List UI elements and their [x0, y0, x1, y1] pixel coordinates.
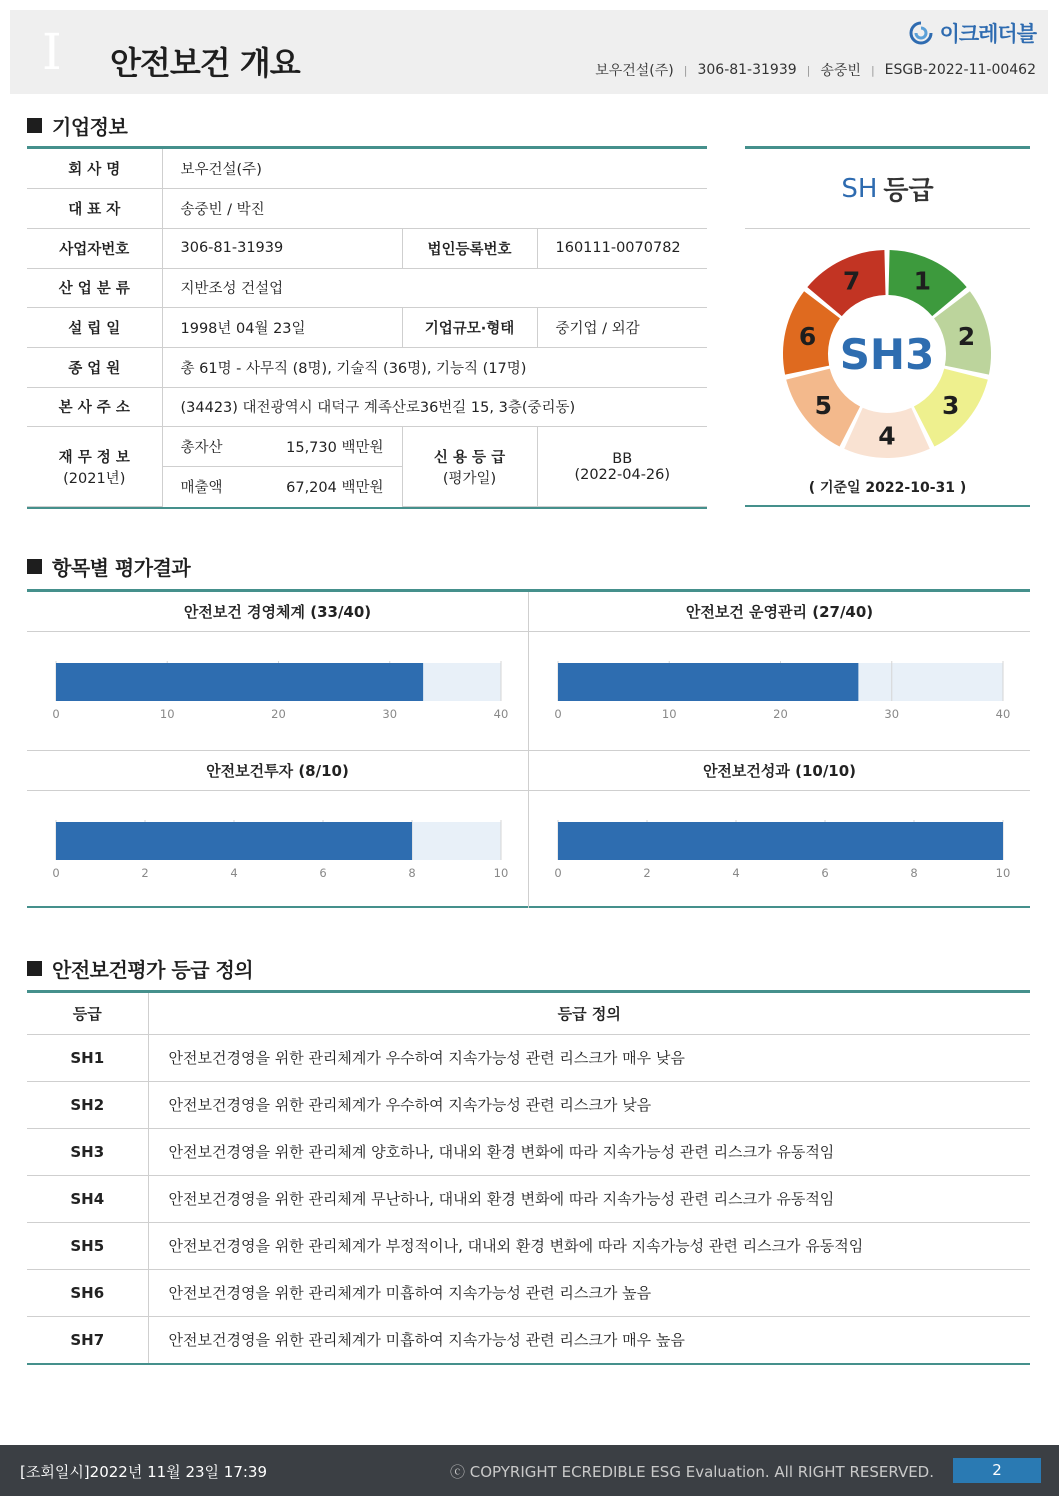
eval-section-title-text: 항목별 평가결과: [52, 556, 191, 580]
definition-cell: 안전보건경영을 위한 관리체계가 우수하여 지속가능성 관련 리스크가 낮음: [148, 1081, 1030, 1128]
bar: [56, 822, 412, 860]
donut-label: 4: [878, 421, 896, 451]
sales-value: 67,204 백만원: [286, 480, 384, 497]
table-row: [27, 1175, 1030, 1222]
page-title: 안전보건 개요: [110, 44, 300, 82]
table-row: [27, 347, 707, 387]
credit-sub: (평가일): [442, 470, 497, 487]
size-label: 기업규모·형태: [402, 308, 537, 348]
chart-panel-operation: [529, 592, 1030, 750]
table-row: [27, 387, 707, 427]
chart-title: 안전보건성과 (10/10): [529, 751, 1030, 791]
bar: [56, 663, 423, 701]
sh-grade-panel: [745, 146, 1030, 507]
name-label: 회 사 명: [27, 149, 162, 189]
tick-label: 6: [319, 866, 327, 880]
donut-label: 7: [842, 266, 861, 296]
definition-cell: 안전보건경영을 위한 관리체계 무난하나, 대내외 환경 변화에 따라 지속가능성 관련 리스크가 유동적임: [148, 1175, 1030, 1222]
col-grade-header: 등급: [27, 993, 148, 1034]
copyright: ⓒ COPYRIGHT ECREDIBLE ESG Evaluation. All RIGHT RESERVED.: [450, 1463, 934, 1481]
tick-label: 30: [884, 707, 900, 721]
grade-cell: SH5: [27, 1222, 148, 1269]
tick-label: 8: [910, 866, 918, 880]
name-value: 보우건설(주): [162, 149, 707, 189]
table-row: [27, 1316, 1030, 1363]
sh-base-date: ( 기준일 2022-10-31 ): [808, 480, 967, 496]
bar: [558, 822, 1003, 860]
page-number: 2: [953, 1458, 1041, 1483]
tick-label: 30: [382, 707, 398, 721]
square-bullet-icon: [27, 559, 42, 574]
meta-separator: |: [870, 63, 875, 77]
grade-definition-table: [27, 990, 1030, 1365]
finance-label-cell: [27, 427, 162, 506]
table-row: [27, 189, 707, 229]
meta-report-id: ESGB-2022-11-00462: [884, 62, 1036, 78]
table-row: [27, 427, 707, 467]
credit-value-cell: [537, 427, 707, 506]
donut-label: 5: [814, 390, 832, 420]
company-section-title-text: 기업정보: [52, 115, 128, 139]
meta-separator: |: [683, 63, 688, 77]
corpno-label: 법인등록번호: [402, 228, 537, 268]
sh-grade-title: [745, 149, 1030, 229]
table-row: [27, 1128, 1030, 1175]
tick-label: 6: [821, 866, 829, 880]
definition-cell: 안전보건경영을 위한 관리체계가 미흡하여 지속가능성 관련 리스크가 매우 높음: [168, 1331, 685, 1350]
defs-section-title: [27, 954, 253, 983]
bizno-value: 306-81-31939: [162, 228, 402, 268]
logo-text: 이크레더블: [939, 22, 1036, 46]
bar-chart: [27, 632, 528, 750]
assets-value: 15,730 백만원: [286, 440, 384, 457]
eval-results: [27, 589, 1030, 908]
table-row: [27, 1081, 1030, 1128]
sh-grade-title-suffix: 등급: [883, 176, 934, 206]
query-timestamp: [조회일시]2022년 11월 23일 17:39: [20, 1463, 268, 1481]
grade-cell: SH4: [27, 1175, 148, 1222]
tick-label: 4: [230, 866, 238, 880]
tick-label: 2: [643, 866, 651, 880]
tick-label: 0: [52, 866, 60, 880]
table-row: [27, 1222, 1030, 1269]
meta-ceo: 송중빈: [820, 63, 861, 79]
meta-bizno: 306-81-31939: [697, 62, 797, 78]
sales-cell: [162, 467, 402, 507]
tick-label: 10: [995, 866, 1011, 880]
sh-grade-title-prefix: SH: [841, 173, 878, 204]
ceo-label: 대 표 자: [27, 189, 162, 229]
credit-label-cell: [402, 427, 537, 506]
table-row: [27, 268, 707, 308]
tick-label: 20: [271, 707, 286, 721]
employees-value: 총 61명 - 사무직 (8명), 기술직 (36명), 기능직 (17명): [162, 347, 707, 387]
address-value: (34423) 대전광역시 대덕구 계족산로36번길 15, 3층(중리동): [162, 387, 707, 427]
square-bullet-icon: [27, 961, 42, 976]
eval-section-title: [27, 552, 190, 581]
assets-cell: [162, 427, 402, 467]
col-def-header: 등급 정의: [148, 993, 1030, 1034]
finance-year: (2021년): [63, 470, 126, 487]
founded-label: 설 립 일: [27, 308, 162, 348]
bar-chart: [27, 791, 528, 909]
corpno-value: 160111-0070782: [537, 228, 707, 268]
bar-chart: [529, 791, 1030, 909]
table-row: [27, 1034, 1030, 1081]
tick-label: 10: [661, 707, 677, 721]
ceo-value: 송중빈 / 박진: [162, 189, 707, 229]
section-roman-numeral: I: [42, 23, 62, 81]
tick-label: 20: [773, 707, 788, 721]
size-value: 중기업 / 외감: [537, 308, 707, 348]
bar: [558, 663, 858, 701]
report-meta: [595, 60, 1036, 80]
donut-label: 1: [913, 266, 932, 296]
table-row: [27, 1269, 1030, 1316]
chart-title: 안전보건 운영관리 (27/40): [529, 592, 1030, 632]
tick-label: 8: [408, 866, 416, 880]
current-grade: SH3: [839, 330, 935, 379]
definition-cell: 안전보건경영을 위한 관리체계 양호하나, 대내외 환경 변화에 따라 지속가능성 관련 리스크가 유동적임: [148, 1128, 1030, 1175]
table-row: [27, 308, 707, 348]
grade-cell: SH1: [27, 1034, 148, 1081]
tick-label: 0: [554, 707, 562, 721]
donut-label: 2: [957, 321, 976, 351]
definition-cell: 안전보건경영을 위한 관리체계가 미흡하여 지속가능성 관련 리스크가 높음: [148, 1269, 1030, 1316]
chart-panel-investment: [27, 751, 528, 909]
definition-cell: 안전보건경영을 위한 관리체계가 우수하여 지속가능성 관련 리스크가 매우 낮음: [148, 1034, 1030, 1081]
chart-title: 안전보건투자 (8/10): [27, 751, 528, 791]
chart-panel-performance: [529, 751, 1030, 909]
meta-separator: |: [806, 63, 811, 77]
company-section-title: [27, 111, 127, 140]
defs-section-title-text: 안전보건평가 등급 정의: [52, 958, 254, 982]
square-bullet-icon: [27, 118, 42, 133]
industry-value: 지반조성 건설업: [162, 268, 707, 308]
grade-cell: SH7: [27, 1316, 148, 1363]
grade-cell: SH6: [27, 1269, 148, 1316]
page-footer: [0, 1445, 1059, 1496]
company-logo: [908, 18, 1036, 48]
industry-label: 산 업 분 류: [27, 268, 162, 308]
company-info-table: [27, 146, 707, 509]
table-header-row: [27, 993, 1030, 1034]
tick-label: 40: [493, 707, 509, 721]
grade-cell: SH2: [27, 1081, 148, 1128]
address-label: 본 사 주 소: [27, 387, 162, 427]
tick-label: 40: [995, 707, 1011, 721]
logo-icon: [908, 20, 934, 46]
tick-label: 10: [493, 866, 509, 880]
employees-label: 종 업 원: [27, 347, 162, 387]
finance-label: 재 무 정 보: [58, 449, 130, 466]
page-header: [10, 10, 1048, 94]
chart-panel-management: [27, 592, 528, 750]
sh-grade-donut: [745, 244, 1030, 464]
donut-label: 3: [942, 390, 960, 420]
grade-cell: SH3: [27, 1128, 148, 1175]
definition-cell: 안전보건경영을 위한 관리체계가 부정적이나, 대내외 환경 변화에 따라 지속가능성 관련 리스크가 유동적임: [148, 1222, 1030, 1269]
table-row: [27, 149, 707, 189]
credit-value: BB: [612, 450, 633, 467]
table-row: [27, 228, 707, 268]
credit-date: (2022-04-26): [574, 466, 671, 483]
chart-title: 안전보건 경영체계 (33/40): [27, 592, 528, 632]
bizno-label: 사업자번호: [27, 228, 162, 268]
donut-label: 6: [798, 321, 817, 351]
bar-chart: [529, 632, 1030, 750]
credit-label: 신 용 등 급: [433, 449, 506, 466]
meta-company: 보우건설(주): [595, 63, 674, 79]
tick-label: 0: [52, 707, 60, 721]
tick-label: 0: [554, 866, 562, 880]
sales-label: 매출액: [180, 480, 223, 497]
assets-label: 총자산: [180, 440, 223, 457]
tick-label: 2: [141, 866, 149, 880]
founded-value: 1998년 04월 23일: [162, 308, 402, 348]
tick-label: 4: [732, 866, 740, 880]
tick-label: 10: [159, 707, 175, 721]
